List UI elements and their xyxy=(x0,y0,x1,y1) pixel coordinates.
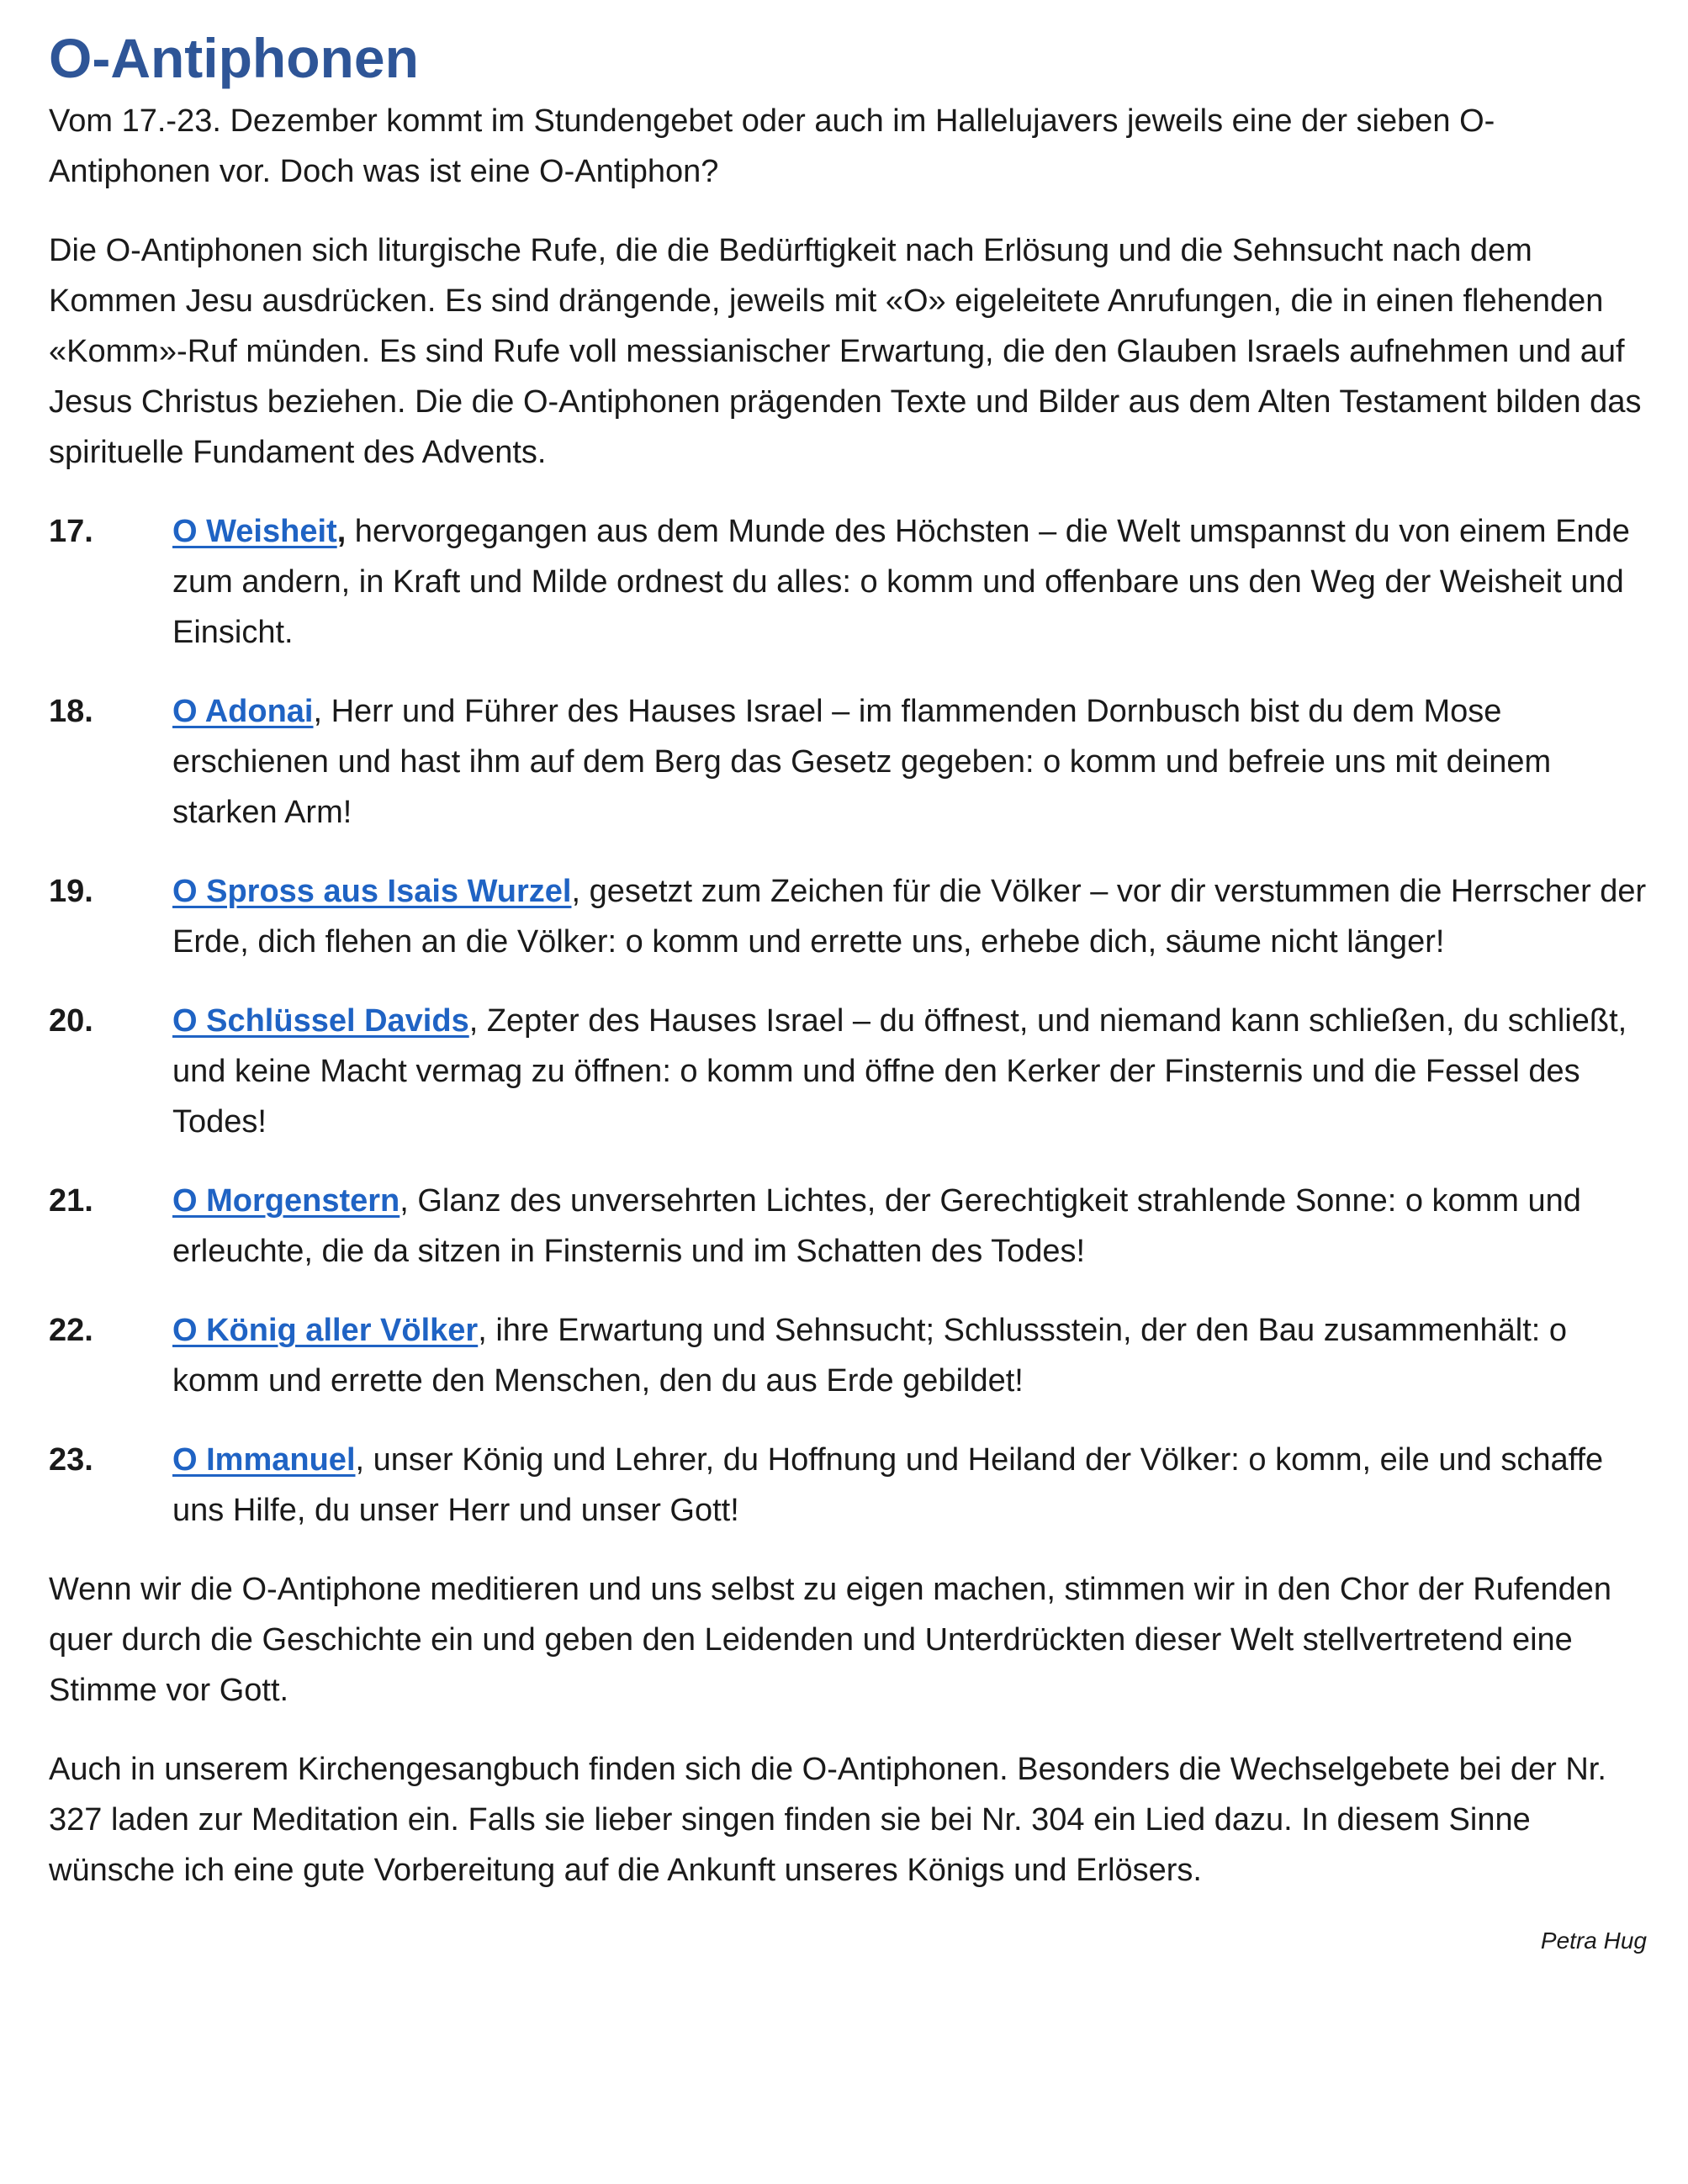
antiphon-link-spross[interactable]: O Spross aus Isais Wurzel xyxy=(172,874,572,909)
antiphon-text xyxy=(172,866,1647,967)
antiphon-body: , Zepter des Hauses Israel – du öffnest, und niemand kann schließen, du schließt, und keine Macht vermag zu öffnen: o komm und öffne den Kerker der Finsternis und die Fessel des Todes! xyxy=(172,1003,1627,1140)
antiphon-link-koenig[interactable]: O König aller Völker xyxy=(172,1313,479,1348)
antiphon-link-immanuel[interactable]: O Immanuel xyxy=(172,1442,356,1478)
antiphon-link-schluessel[interactable]: O Schlüssel Davids xyxy=(172,1003,469,1039)
antiphon-number: 18. xyxy=(49,694,93,729)
antiphon-text xyxy=(172,686,1647,838)
intro-paragraph-1: Vom 17.-23. Dezember kommt im Stundengebet oder auch im Hallelujavers jeweils eine der sieben O-Antiphonen vor. Doch was ist eine O-Antiphon? xyxy=(49,103,1495,189)
antiphon-body: hervorgegangen aus dem Munde des Höchsten – die Welt umspannst du von einem Ende zum andern, in Kraft und Milde ordnest du alles: o komm und offenbare uns den Weg der Weisheit und Einsicht. xyxy=(172,514,1630,650)
antiphon-body: , Glanz des unversehrten Lichtes, der Gerechtigkeit strahlende Sonne: o komm und erleuchte, die da sitzen in Finsternis und im Schatten des Todes! xyxy=(172,1183,1581,1269)
author-signature: Petra Hug xyxy=(1540,1928,1647,1954)
antiphon-item-23 xyxy=(49,1435,1647,1536)
antiphon-item-21 xyxy=(49,1176,1647,1277)
antiphon-link-weisheit[interactable]: O Weisheit xyxy=(172,514,337,549)
antiphon-item-22 xyxy=(49,1305,1647,1406)
antiphon-number: 20. xyxy=(49,1003,93,1039)
outro-paragraph-1: Wenn wir die O-Antiphone meditieren und uns selbst zu eigen machen, stimmen wir in den Chor der Rufenden quer durch die Geschichte ein und geben den Leidenden und Unterdrückten dieser Welt stellvertretend eine Stimme vor Gott. xyxy=(49,1572,1612,1708)
antiphon-item-19 xyxy=(49,866,1647,967)
outro-paragraph-2: Auch in unserem Kirchengesangbuch finden sich die O-Antiphonen. Besonders die Wechselgebete bei der Nr. 327 laden zur Meditation ein. Falls sie lieber singen finden sie bei Nr. 304 ein Lied dazu. In diesem Sinne wünsche ich eine gute Vorbereitung auf die Ankunft unseres Königs und Erlösers. xyxy=(49,1752,1606,1888)
antiphon-text xyxy=(172,506,1647,658)
antiphon-text xyxy=(172,1435,1647,1536)
page-title: O-Antiphonen xyxy=(49,27,419,89)
antiphon-body: , gesetzt zum Zeichen für die Völker – vor dir verstummen die Herrscher der Erde, dich flehen an die Völker: o komm und errette uns, erhebe dich, säume nicht länger! xyxy=(172,874,1647,960)
antiphon-item-18 xyxy=(49,686,1647,838)
antiphon-item-20 xyxy=(49,996,1647,1147)
antiphon-number: 17. xyxy=(49,514,93,549)
antiphon-list xyxy=(49,506,1647,1536)
antiphon-separator: , xyxy=(336,514,347,549)
antiphon-body: , unser König und Lehrer, du Hoffnung und Heiland der Völker: o komm, eile und schaffe uns Hilfe, du unser Herr und unser Gott! xyxy=(172,1442,1604,1528)
antiphon-text xyxy=(172,996,1647,1147)
antiphon-text xyxy=(172,1305,1647,1406)
antiphon-body: , Herr und Führer des Hauses Israel – im flammenden Dornbusch bist du dem Mose erschienen und hast ihm auf dem Berg das Gesetz gegeben: o komm und befreie uns mit deinem starken Arm! xyxy=(172,694,1552,830)
intro-paragraph-2: Die O-Antiphonen sich liturgische Rufe, die die Bedürftigkeit nach Erlösung und die Sehnsucht nach dem Kommen Jesu ausdrücken. Es sind drängende, jeweils mit «O» eigeleitete Anrufungen, die in einen flehenden «Komm»-Ruf münden. Es sind Rufe voll messianischer Erwartung, die den Glauben Israels aufnehmen und auf Jesus Christus beziehen. Die die O-Antiphonen prägenden Texte und Bilder aus dem Alten Testament bilden das spirituelle Fundament des Advents. xyxy=(49,233,1642,470)
antiphon-number: 19. xyxy=(49,874,93,909)
antiphon-number: 21. xyxy=(49,1183,93,1219)
antiphon-item-17 xyxy=(49,506,1647,658)
antiphon-number: 23. xyxy=(49,1442,93,1478)
antiphon-text xyxy=(172,1176,1647,1277)
document-page xyxy=(49,20,1647,1958)
antiphon-body: , ihre Erwartung und Sehnsucht; Schlussstein, der den Bau zusammenhält: o komm und errette den Menschen, den du aus Erde gebildet! xyxy=(172,1313,1568,1399)
antiphon-link-adonai[interactable]: O Adonai xyxy=(172,694,314,729)
antiphon-link-morgenstern[interactable]: O Morgenstern xyxy=(172,1183,400,1219)
antiphon-number: 22. xyxy=(49,1313,93,1348)
